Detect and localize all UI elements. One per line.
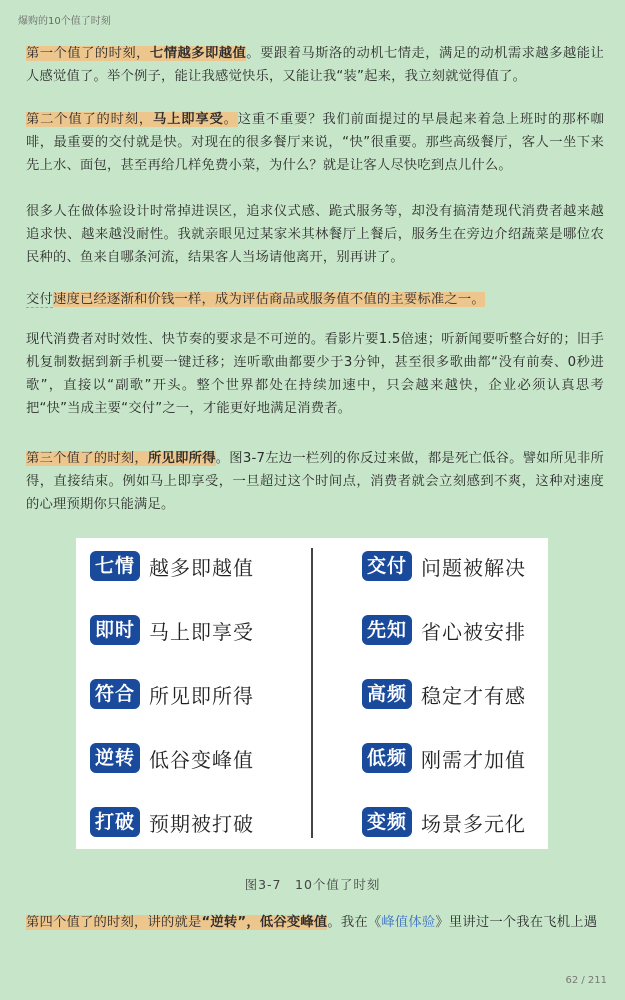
page-number: 62 / 211 <box>565 975 607 986</box>
moment-badge: 交付 <box>362 551 412 581</box>
highlight-bold: 七情越多即越值 <box>149 46 247 61</box>
moment-text: 场景多元化 <box>421 811 526 836</box>
highlight-label: 第四个值了的时刻，讲的就是 <box>26 915 202 930</box>
moment-item <box>90 614 254 646</box>
figure-divider <box>311 548 313 838</box>
paragraph-text: 这重不重要？我们前面提过的早晨起来着急上班时的那杯咖啡，最重要的交付就是快。对现在的很多餐厅来说，“快”很重要。那些高级餐厅，客人一坐下来先上水、面包，甚至再给几样免费小菜，为什么？就是让客人尽快吃到点儿什么。 <box>26 112 605 173</box>
moment-text: 所见即所得 <box>149 683 254 708</box>
moment-badge: 符合 <box>90 679 140 709</box>
highlight-label: 第二个值了的时刻， <box>26 112 154 127</box>
paragraph-3 <box>26 200 604 269</box>
moment-text: 刚需才加值 <box>421 747 526 772</box>
book-link[interactable]: 峰值体验 <box>381 915 436 930</box>
moment-badge: 变频 <box>362 807 412 837</box>
moment-item <box>362 678 526 710</box>
moment-item <box>362 614 526 646</box>
moment-text: 稳定才有感 <box>421 683 526 708</box>
paragraph-text: 很多人在做体验设计时常掉进误区，追求仪式感、跪式服务等，却没有搞清楚现代消费者越来越追求快、越来越没耐性。我就亲眼见过某家米其林餐厅上餐后，服务生在旁边介绍蔬菜是哪位农民种的、鱼来自哪条河流，结果客人当场请他离开，别再讲了。 <box>26 204 604 265</box>
moment-text: 马上即享受 <box>149 619 254 644</box>
moment-badge: 打破 <box>90 807 140 837</box>
paragraph-6 <box>26 447 604 516</box>
book-title: 爆购的10个值了时刻 <box>18 16 111 27</box>
highlight-bold: 马上即享受 <box>153 112 224 127</box>
figure-caption: 图3-7 10个值了时刻 <box>244 877 381 892</box>
moment-text: 越多即越值 <box>149 555 254 580</box>
moment-text: 省心被安排 <box>421 619 526 644</box>
moment-badge: 低频 <box>362 743 412 773</box>
moment-text: 问题被解决 <box>421 555 526 580</box>
moment-badge: 即时 <box>90 615 140 645</box>
moment-text: 预期被打破 <box>149 811 254 836</box>
paragraph-text: 现代消费者对时效性、快节奏的要求是不可逆的。看影片要1.5倍速；听新闻要听整合好的；旧手机复制数据到新手机要一键迁移；连听歌曲都要少于3分钟，甚至很多歌曲都“没有前奏、0秒进歌”，直接以“副歌”开头。整个世界都处在持续加速中，只会越来越快，企业必须认真思考把“快”当成主要“交付”之一，才能更好地满足消费者。 <box>26 332 604 416</box>
highlight-bold: “逆转”，低谷变峰值 <box>201 915 328 930</box>
moment-item <box>362 550 526 582</box>
moment-item <box>90 550 254 582</box>
moment-badge: 七情 <box>90 551 140 581</box>
paragraph-2 <box>26 108 604 177</box>
moment-item <box>362 806 526 838</box>
moment-item <box>90 742 254 774</box>
paragraph-1 <box>26 42 604 88</box>
underlined-text: 交付 <box>26 292 53 307</box>
paragraph-5 <box>26 328 604 420</box>
highlight-bold: 所见即所得 <box>147 451 216 466</box>
moment-text: 低谷变峰值 <box>149 747 254 772</box>
paragraph-text: 。我在《 <box>327 915 382 930</box>
figure-10-moments <box>76 538 548 849</box>
paragraph-text: 》里讲过一个我在飞机上遇 <box>435 915 598 930</box>
paragraph-text: 。要跟着马斯洛的动机七情走，满足的动机需求越多越能让人感觉值了。举个例子，能让我感觉快乐，又能让我“装”起来，我立刻就觉得值了。 <box>26 46 604 84</box>
moment-badge: 逆转 <box>90 743 140 773</box>
paragraph-7 <box>26 911 604 934</box>
moment-badge: 先知 <box>362 615 412 645</box>
highlight-sentence: 速度已经逐渐和价钱一样，成为评估商品或服务值不值的主要标准之一。 <box>53 292 485 307</box>
highlight-label: 第一个值了的时刻， <box>26 46 150 61</box>
highlight-label: 第三个值了的时刻， <box>26 451 148 466</box>
moment-badge: 高频 <box>362 679 412 709</box>
paragraph-4 <box>26 288 604 311</box>
moment-item <box>362 742 526 774</box>
highlight-punct: 。 <box>223 112 238 127</box>
moment-item <box>90 806 254 838</box>
paragraph-text: 。图3-7左边一栏列的你反过来做，都是死亡低谷。譬如所见非所得，直接结束。例如马上即享受，一旦超过这个时间点，消费者就会立刻感到不爽，这种对速度的心理预期你只能满足。 <box>26 451 604 512</box>
moment-item <box>90 678 254 710</box>
